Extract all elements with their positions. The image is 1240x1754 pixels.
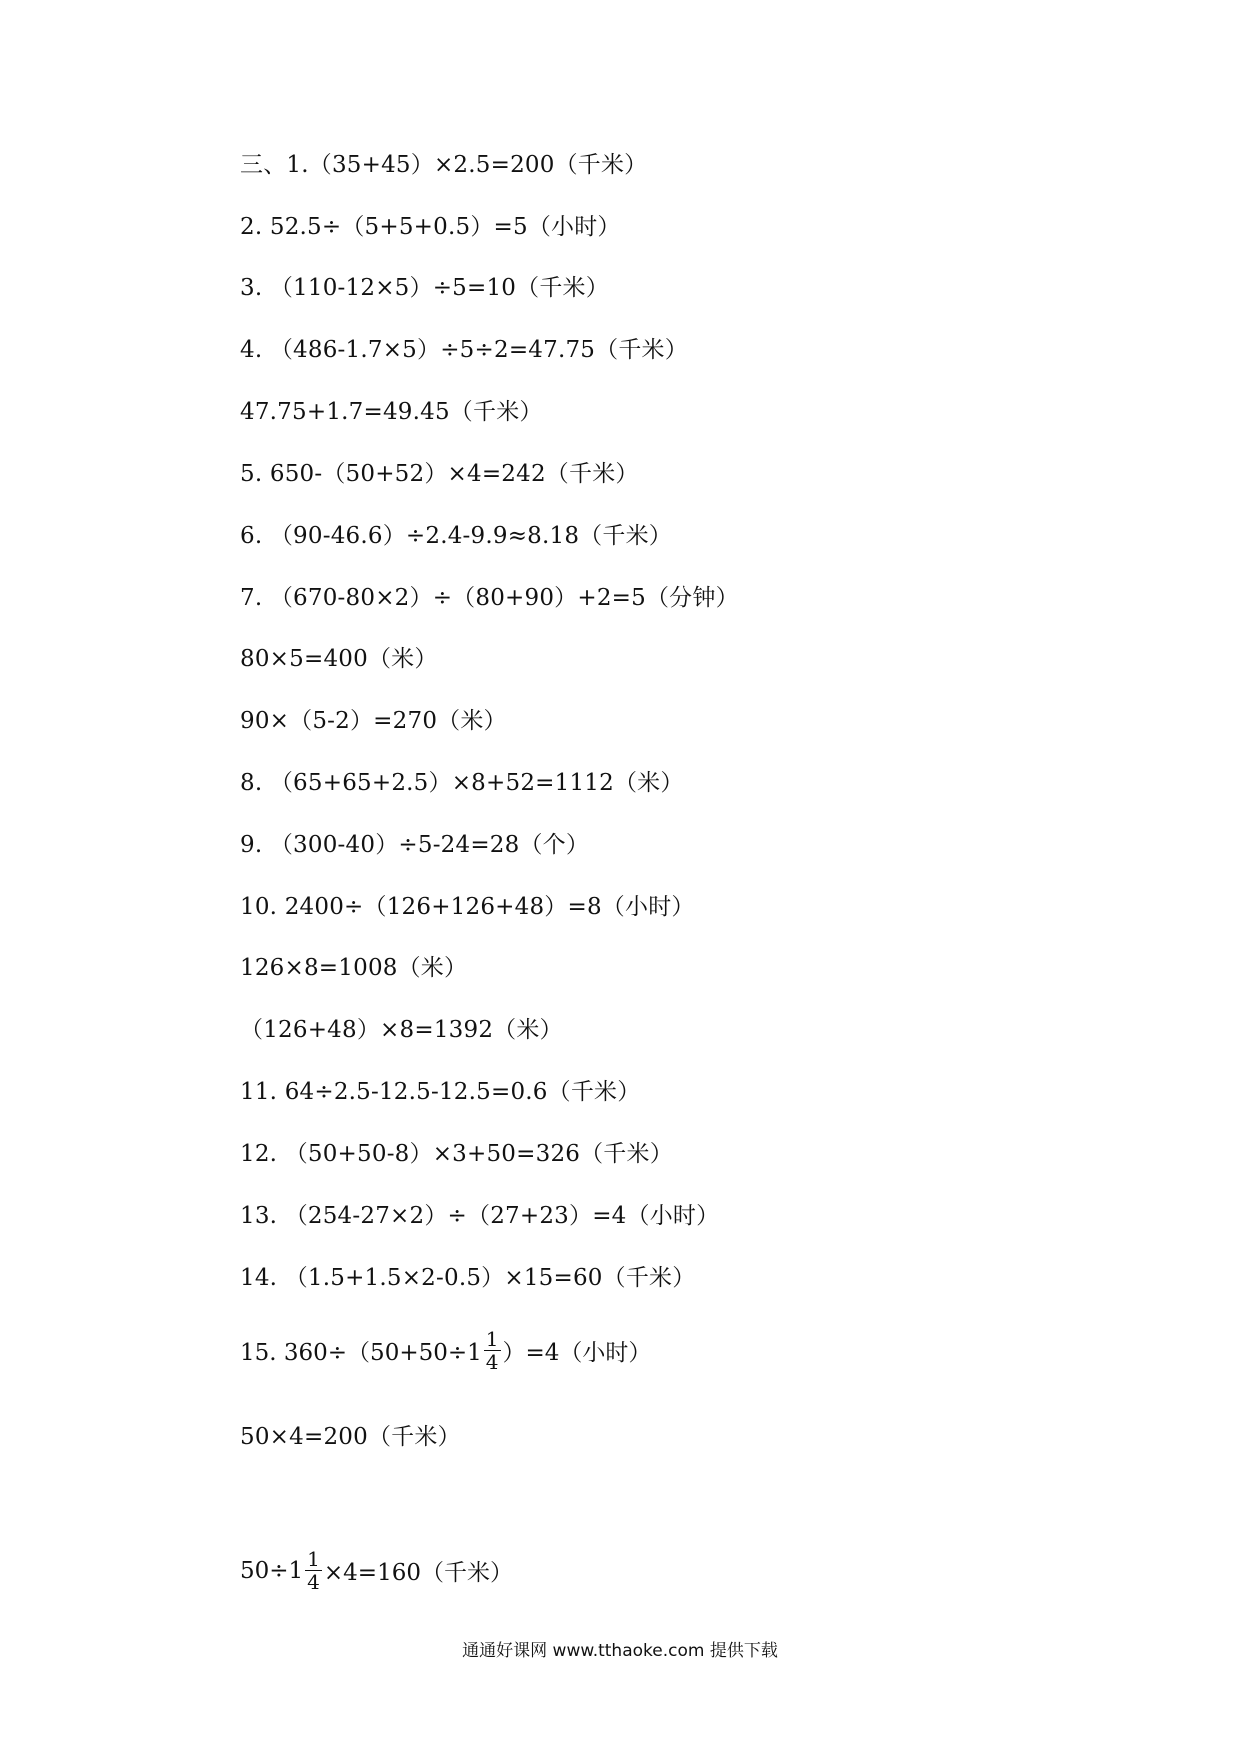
eq-last-suffix: ×4=160（千米） [323, 1560, 513, 1586]
answer-line-7c: 90×（5-2）=270（米） [240, 708, 507, 734]
eq15-fraction-numerator: 1 [485, 1327, 499, 1351]
answer-line-15 [240, 1328, 651, 1373]
answer-line-14: 14. （1.5+1.5×2-0.5）×15=60（千米） [240, 1265, 696, 1291]
answer-line-5: 5. 650-（50+52）×4=242（千米） [240, 461, 639, 487]
answer-line-4: 4. （486-1.7×5）÷5÷2=47.75（千米） [240, 337, 688, 363]
answer-line-15c [240, 1548, 513, 1593]
eq15-prefix: 15. 360÷（50+50÷1 [240, 1340, 482, 1366]
answer-line-3: 3. （110-12×5）÷5=10（千米） [240, 275, 609, 301]
eq15-fraction-denominator: 4 [485, 1350, 499, 1374]
eq-last-fraction-denominator: 4 [307, 1570, 320, 1594]
answer-line-12: 12. （50+50-8）×3+50=326（千米） [240, 1141, 673, 1167]
answer-line-13: 13. （254-27×2）÷（27+23）=4（小时） [240, 1203, 720, 1229]
answer-line-7: 7. （670-80×2）÷（80+90）+2=5（分钟） [240, 585, 739, 611]
answer-line-1: 三、1.（35+45）×2.5=200（千米） [240, 152, 648, 178]
answer-line-2: 2. 52.5÷（5+5+0.5）=5（小时） [240, 214, 621, 240]
answer-line-7b: 80×5=400（米） [240, 646, 438, 672]
eq-last-fraction [305, 1548, 322, 1593]
eq15-fraction [484, 1328, 501, 1373]
answer-line-15b: 50×4=200（千米） [240, 1424, 461, 1450]
answer-line-4b: 47.75+1.7=49.45（千米） [240, 399, 543, 425]
eq-last-prefix: 50÷1 [240, 1557, 304, 1584]
answer-line-10c: （126+48）×8=1392（米） [240, 1017, 563, 1043]
footer-source: 通通好课网 www.tthaoke.com 提供下载 [462, 1641, 778, 1661]
answer-line-9: 9. （300-40）÷5-24=28（个） [240, 832, 590, 858]
eq-last-fraction-numerator: 1 [307, 1547, 320, 1571]
answer-line-8: 8. （65+65+2.5）×8+52=1112（米） [240, 770, 684, 796]
answer-line-11: 11. 64÷2.5-12.5-12.5=0.6（千米） [240, 1079, 641, 1105]
answer-line-6: 6. （90-46.6）÷2.4-9.9≈8.18（千米） [240, 523, 672, 549]
answer-line-10b: 126×8=1008（米） [240, 955, 468, 981]
eq15-suffix: ）=4（小时） [502, 1340, 652, 1366]
answer-line-10: 10. 2400÷（126+126+48）=8（小时） [240, 894, 695, 920]
